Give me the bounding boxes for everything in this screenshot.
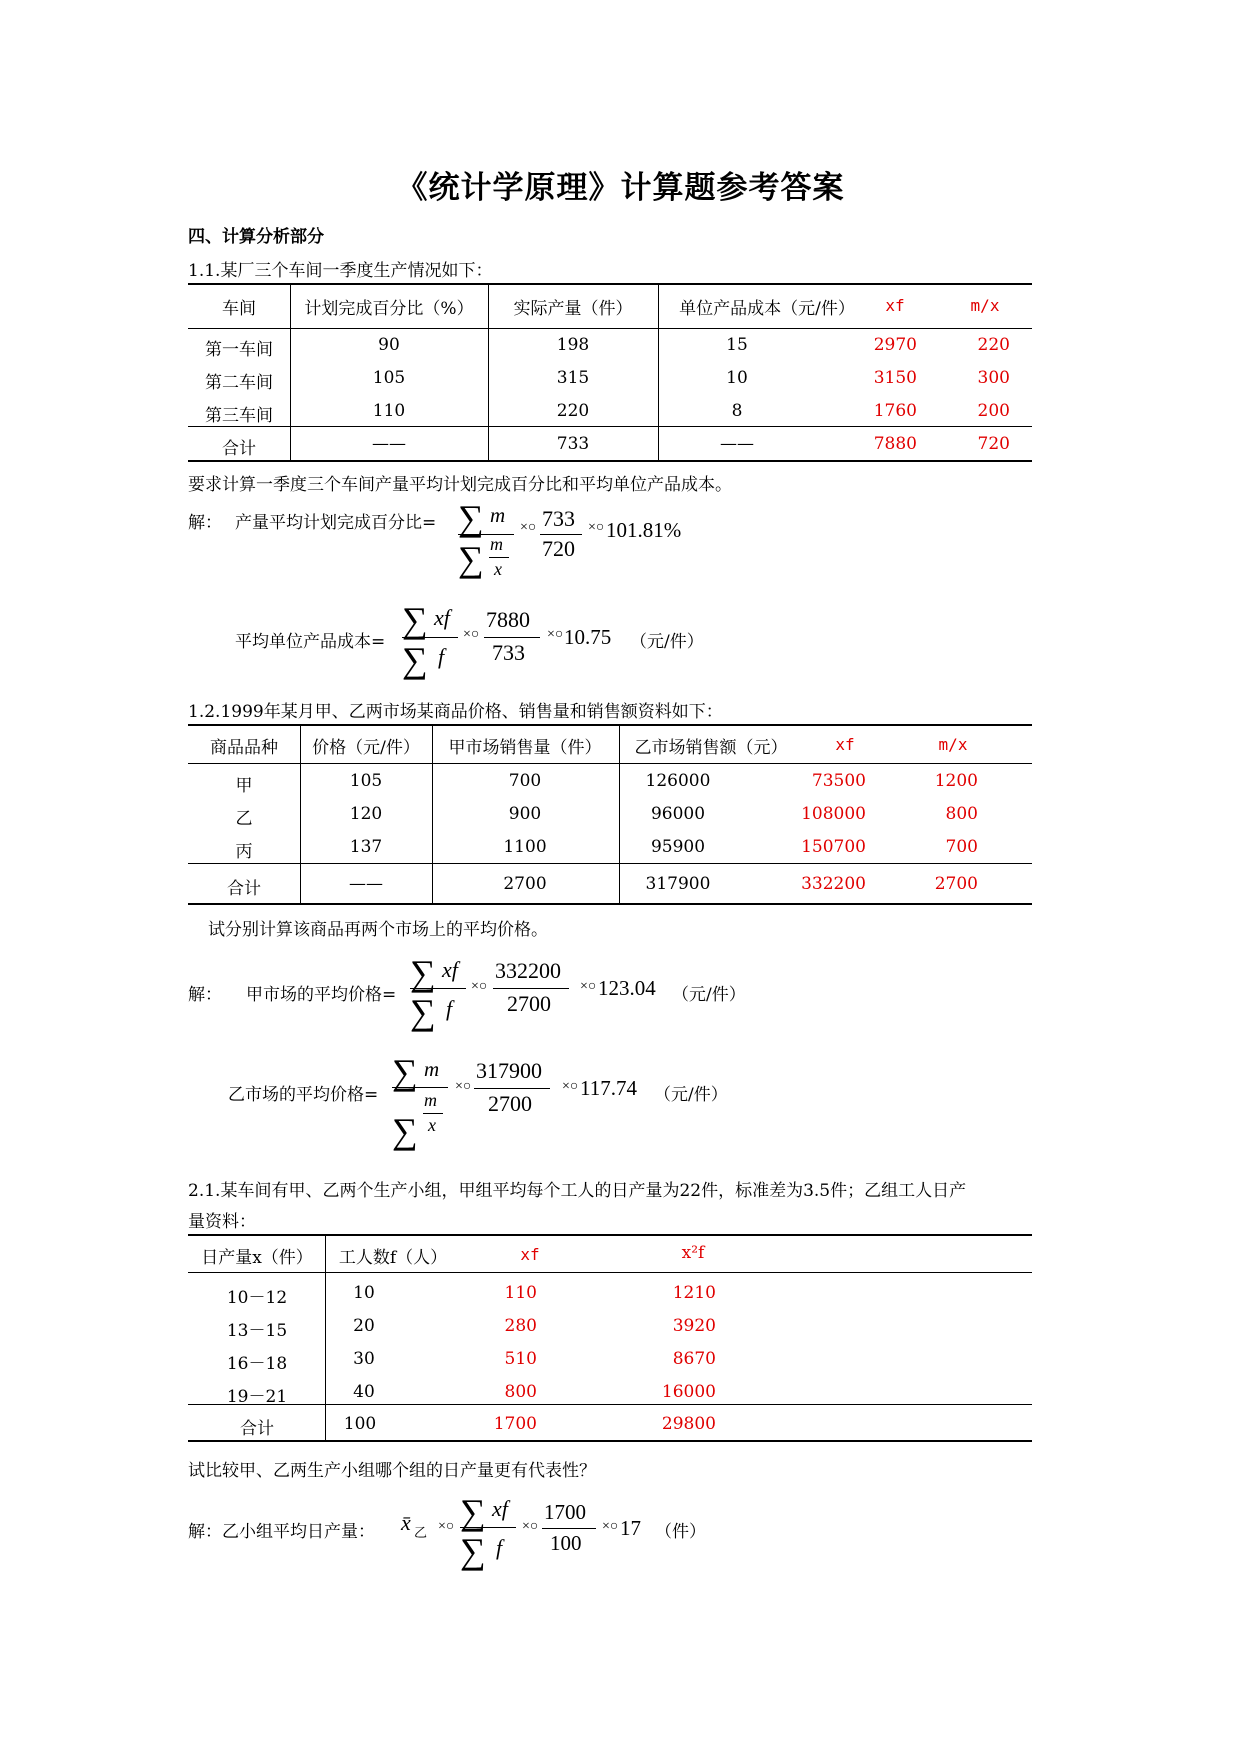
formula-denominator: 100 bbox=[550, 1531, 582, 1555]
formula-label: 产量平均计划完成百分比= bbox=[235, 513, 437, 533]
table-cell: 137 bbox=[349, 837, 383, 857]
formula-label: 甲市场的平均价格= bbox=[246, 985, 397, 1005]
solution-label: 解： bbox=[188, 985, 222, 1005]
table-cell: 10 bbox=[726, 368, 748, 388]
table-total-cell: —— bbox=[720, 434, 754, 454]
equals-symbol: ×○ bbox=[463, 627, 480, 642]
table-cell: 90 bbox=[378, 335, 400, 355]
table-cell: 120 bbox=[349, 804, 383, 824]
formula-var: m bbox=[424, 1057, 440, 1081]
table-cell: 900 bbox=[508, 804, 542, 824]
formula-denominator: 2700 bbox=[507, 991, 551, 1016]
table-total-cell: —— bbox=[349, 874, 383, 894]
table-total-cell: —— bbox=[372, 434, 406, 454]
table-cell: 甲 bbox=[235, 776, 253, 796]
sigma-symbol: ∑ bbox=[460, 1492, 486, 1532]
q11-header: 实际产量（件） bbox=[513, 299, 633, 319]
table-cell: 220 bbox=[556, 401, 590, 421]
unit-label: （元/件） bbox=[630, 632, 704, 652]
table-cell: 220 bbox=[977, 335, 1010, 355]
table-cell: 800 bbox=[945, 804, 978, 824]
table-total-cell: 2700 bbox=[503, 874, 547, 894]
table-cell: 300 bbox=[977, 368, 1010, 388]
formula-label: 平均单位产品成本= bbox=[235, 632, 386, 652]
table-total-cell: 合计 bbox=[227, 879, 261, 899]
table-cell: 73500 bbox=[811, 771, 866, 791]
q11-header: m/x bbox=[970, 296, 1000, 315]
q11-header: 车间 bbox=[222, 299, 256, 319]
formula-denominator: 2700 bbox=[488, 1091, 532, 1116]
q21-header: 日产量x（件） bbox=[201, 1248, 313, 1268]
q21-header: 工人数f（人） bbox=[338, 1248, 448, 1268]
table-cell: 280 bbox=[504, 1316, 537, 1336]
table-total-cell: 7880 bbox=[873, 434, 917, 454]
table-cell: 10 bbox=[353, 1283, 375, 1303]
table-cell: 3920 bbox=[672, 1316, 716, 1336]
page-title: 《统计学原理》计算题参考答案 bbox=[396, 170, 845, 206]
fraction-bar bbox=[402, 637, 458, 638]
table-cell: 第一车间 bbox=[205, 340, 273, 360]
unit-label: （元/件） bbox=[654, 1085, 728, 1105]
formula-numerator: 317900 bbox=[476, 1058, 542, 1083]
q12-header: 价格（元/件） bbox=[312, 738, 420, 758]
table-cell: 16000 bbox=[661, 1382, 716, 1402]
fraction-bar bbox=[484, 637, 540, 638]
table-cell: 108000 bbox=[801, 804, 866, 824]
formula-var: x bbox=[494, 559, 502, 579]
formula-var: x bbox=[428, 1115, 436, 1135]
q11-header: 单位产品成本（元/件） bbox=[679, 299, 855, 319]
equals-symbol: ×○ bbox=[438, 1519, 455, 1534]
table-cell: 1760 bbox=[873, 401, 917, 421]
table-total-cell: 332200 bbox=[801, 874, 866, 894]
formula-var: xf bbox=[442, 957, 458, 982]
q11-prompt: 1.1.某厂三个车间一季度生产情况如下： bbox=[188, 261, 493, 281]
table-cell: 200 bbox=[977, 401, 1010, 421]
formula-var: xf bbox=[492, 1496, 508, 1521]
table-total-cell: 1700 bbox=[493, 1414, 537, 1434]
q12-header: 乙市场销售额（元） bbox=[634, 738, 788, 758]
fraction-bar bbox=[542, 1528, 596, 1529]
formula-result: 17 bbox=[620, 1516, 641, 1540]
table-cell: 105 bbox=[372, 368, 406, 388]
table-cell: 510 bbox=[504, 1349, 537, 1369]
formula-result: 117.74 bbox=[580, 1076, 637, 1100]
q11-header: 计划完成百分比（%） bbox=[304, 299, 474, 319]
table-cell: 150700 bbox=[801, 837, 866, 857]
fraction-bar bbox=[423, 1113, 443, 1114]
formula-var: m bbox=[490, 534, 503, 554]
formula-numerator: 1700 bbox=[544, 1500, 586, 1524]
q12-prompt: 1.2.1999年某月甲、乙两市场某商品价格、销售量和销售额资料如下： bbox=[188, 702, 723, 722]
table-cell: 1100 bbox=[503, 837, 547, 857]
table-cell: 20 bbox=[353, 1316, 375, 1336]
sigma-symbol: ∑ bbox=[458, 498, 484, 538]
table-cell: 第二车间 bbox=[205, 373, 273, 393]
q12-header: 商品品种 bbox=[210, 738, 278, 758]
table-cell: 1210 bbox=[672, 1283, 716, 1303]
formula-var: f bbox=[496, 1535, 503, 1560]
sigma-symbol: ∑ bbox=[458, 539, 484, 579]
fraction-bar bbox=[460, 1527, 516, 1528]
table-cell: 40 bbox=[353, 1382, 375, 1402]
table-cell: 2970 bbox=[873, 335, 917, 355]
table-cell: 198 bbox=[556, 335, 590, 355]
fraction-bar bbox=[458, 534, 514, 535]
equals-symbol: ×○ bbox=[588, 520, 605, 535]
formula-var: m bbox=[424, 1090, 437, 1110]
formula-numerator: 733 bbox=[542, 506, 575, 531]
table-cell: 126000 bbox=[645, 771, 711, 791]
q12-header: 甲市场销售量（件） bbox=[448, 738, 602, 758]
equals-symbol: ×○ bbox=[522, 1519, 539, 1534]
formula-denominator: 720 bbox=[542, 536, 575, 561]
table-total-cell: 100 bbox=[343, 1414, 377, 1434]
table-cell: 700 bbox=[945, 837, 978, 857]
sigma-symbol: ∑ bbox=[402, 600, 428, 640]
q21-prompt: 2.1.某车间有甲、乙两个生产小组，甲组平均每个工人的日产量为22件，标准差为3.5件；乙组工人日产 bbox=[188, 1181, 967, 1201]
table-total-cell: 720 bbox=[977, 434, 1010, 454]
table-total-cell: 29800 bbox=[661, 1414, 716, 1434]
table-cell: 13－15 bbox=[226, 1321, 288, 1341]
mean-subscript: 乙 bbox=[414, 1525, 428, 1540]
table-cell: 96000 bbox=[650, 804, 706, 824]
equals-symbol: ×○ bbox=[471, 979, 488, 994]
formula-label: 乙市场的平均价格= bbox=[228, 1085, 379, 1105]
fraction-bar bbox=[392, 1087, 448, 1088]
q12-question: 试分别计算该商品再两个市场上的平均价格。 bbox=[208, 920, 548, 940]
table-cell: 30 bbox=[353, 1349, 375, 1369]
table-cell: 105 bbox=[349, 771, 383, 791]
q12-header: m/x bbox=[938, 735, 968, 754]
fraction-bar bbox=[410, 988, 466, 989]
table-cell: 700 bbox=[508, 771, 542, 791]
formula-var: m bbox=[490, 503, 506, 527]
table-cell: 8 bbox=[731, 401, 743, 421]
table-cell: 110 bbox=[504, 1283, 537, 1303]
table-total-cell: 317900 bbox=[645, 874, 711, 894]
q21-header: x²f bbox=[681, 1243, 705, 1263]
unit-label: （件） bbox=[655, 1522, 706, 1542]
q12-header: xf bbox=[835, 735, 855, 754]
table-cell: 95900 bbox=[650, 837, 706, 857]
sigma-symbol: ∑ bbox=[410, 953, 436, 993]
sigma-symbol: ∑ bbox=[460, 1531, 486, 1571]
mean-symbol: x̄ bbox=[401, 1510, 411, 1535]
table-cell: 3150 bbox=[873, 368, 917, 388]
unit-label: （元/件） bbox=[672, 985, 746, 1005]
table-total-cell: 733 bbox=[556, 434, 590, 454]
solution-label: 解：乙小组平均日产量： bbox=[188, 1522, 375, 1542]
q21-header: xf bbox=[520, 1245, 540, 1264]
table-cell: 丙 bbox=[235, 842, 253, 862]
formula-denominator: 733 bbox=[492, 640, 525, 665]
table-cell: 10－12 bbox=[226, 1288, 288, 1308]
formula-var: f bbox=[438, 644, 445, 669]
table-cell: 800 bbox=[504, 1382, 537, 1402]
formula-var: xf bbox=[434, 605, 450, 630]
table-total-cell: 合计 bbox=[240, 1419, 274, 1439]
sigma-symbol: ∑ bbox=[392, 1111, 418, 1151]
table-cell: 315 bbox=[556, 368, 590, 388]
table-cell: 15 bbox=[726, 335, 748, 355]
formula-numerator: 7880 bbox=[486, 607, 530, 632]
formula-result: 101.81% bbox=[606, 518, 682, 542]
equals-symbol: ×○ bbox=[602, 1519, 619, 1534]
equals-symbol: ×○ bbox=[547, 627, 564, 642]
q21-prompt-cont: 量资料： bbox=[188, 1212, 256, 1232]
q11-header: xf bbox=[885, 296, 905, 315]
table-cell: 16－18 bbox=[226, 1354, 288, 1374]
formula-var: f bbox=[446, 996, 453, 1021]
table-cell: 110 bbox=[372, 401, 406, 421]
equals-symbol: ×○ bbox=[562, 1079, 579, 1094]
fraction-bar bbox=[540, 534, 582, 535]
table-cell: 8670 bbox=[672, 1349, 716, 1369]
table-cell: 19－21 bbox=[226, 1387, 288, 1407]
formula-result: 123.04 bbox=[598, 976, 656, 1000]
sigma-symbol: ∑ bbox=[410, 992, 436, 1032]
table-total-cell: 合计 bbox=[222, 439, 256, 459]
table-cell: 第三车间 bbox=[205, 406, 273, 426]
q21-question: 试比较甲、乙两生产小组哪个组的日产量更有代表性？ bbox=[188, 1461, 596, 1481]
equals-symbol: ×○ bbox=[455, 1079, 472, 1094]
table-cell: 乙 bbox=[235, 809, 253, 829]
q11-question: 要求计算一季度三个车间产量平均计划完成百分比和平均单位产品成本。 bbox=[188, 475, 732, 495]
sigma-symbol: ∑ bbox=[402, 640, 428, 680]
formula-result: 10.75 bbox=[564, 625, 612, 649]
equals-symbol: ×○ bbox=[520, 520, 537, 535]
fraction-bar bbox=[474, 1088, 550, 1089]
table-total-cell: 2700 bbox=[934, 874, 978, 894]
equals-symbol: ×○ bbox=[580, 979, 597, 994]
fraction-bar bbox=[489, 557, 509, 558]
formula-numerator: 332200 bbox=[495, 958, 561, 983]
section-heading: 四、计算分析部分 bbox=[188, 227, 324, 247]
table-cell: 1200 bbox=[934, 771, 978, 791]
sigma-symbol: ∑ bbox=[392, 1052, 418, 1092]
solution-label: 解： bbox=[188, 513, 222, 533]
fraction-bar bbox=[493, 988, 569, 989]
